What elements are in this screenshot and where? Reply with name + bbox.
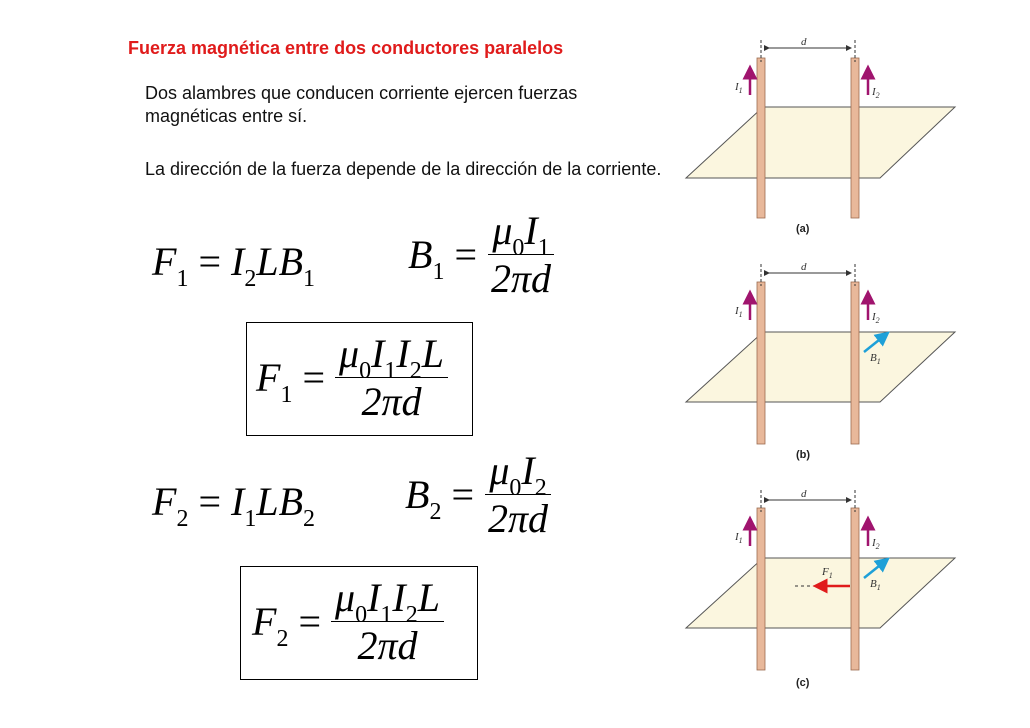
- current-label-i2-c: $I_2$: [872, 537, 880, 551]
- equation-f1-result: $F_1$ = $\frac{\mu_0I_1I_2L}{2\pi d}$: [256, 330, 448, 425]
- current-label-i1-b: $I_1$: [735, 305, 743, 319]
- panel-label-a: (a): [796, 223, 810, 235]
- wire-1-a: [757, 58, 765, 218]
- distance-label-b: d: [801, 261, 807, 273]
- distance-label-a: d: [801, 36, 807, 48]
- equation-f1-force: $F_1 = I_2LB_1$: [152, 239, 316, 292]
- figure-panel-b: [686, 261, 955, 461]
- wire-1-b: [757, 282, 765, 444]
- equation-b2-field: $B_2$ = $\frac{\mu_0I_2}{2\pi d}$: [405, 447, 552, 542]
- slide-title: Fuerza magnética entre dos conductores paralelos: [128, 38, 564, 58]
- wire-2-c: [851, 508, 859, 670]
- panel-label-c: (c): [796, 677, 810, 689]
- field-label-b1-c: $B_1$: [870, 578, 881, 592]
- plane-c: [686, 558, 955, 628]
- current-label-i1-a: $I_1$: [735, 81, 743, 95]
- wire-2-b: [851, 282, 859, 444]
- equation-b1-field: $B_1$ = $\frac{\mu_0I_1}{2\pi d}$: [408, 207, 555, 302]
- equation-f2-force: $F_2 = I_1LB_2$: [152, 479, 316, 532]
- current-label-i1-c: $I_1$: [735, 531, 743, 545]
- equation-f2-result: $F_2$ = $\frac{\mu_0I_1I_2L}{2\pi d}$: [252, 574, 444, 669]
- force-label-f1-c: $F_1$: [822, 566, 833, 580]
- panel-label-b: (b): [796, 449, 811, 461]
- wire-1-c: [757, 508, 765, 670]
- distance-label-c: d: [801, 488, 807, 500]
- paragraph-wires-exert-forces: Dos alambres que conducen corriente ejercen fuerzas magnéticas entre sí.: [145, 83, 578, 126]
- figure-panel-a: [686, 36, 955, 235]
- wire-2-a: [851, 58, 859, 218]
- current-label-i2-b: $I_2$: [872, 311, 880, 325]
- current-label-i2-a: $I_2$: [872, 86, 880, 100]
- figure-panel-c: [686, 488, 955, 689]
- plane-b: [686, 332, 955, 402]
- field-label-b1-b: $B_1$: [870, 352, 881, 366]
- plane-a: [686, 107, 955, 178]
- paragraph-force-direction: La dirección de la fuerza depende de la dirección de la corriente.: [145, 159, 662, 179]
